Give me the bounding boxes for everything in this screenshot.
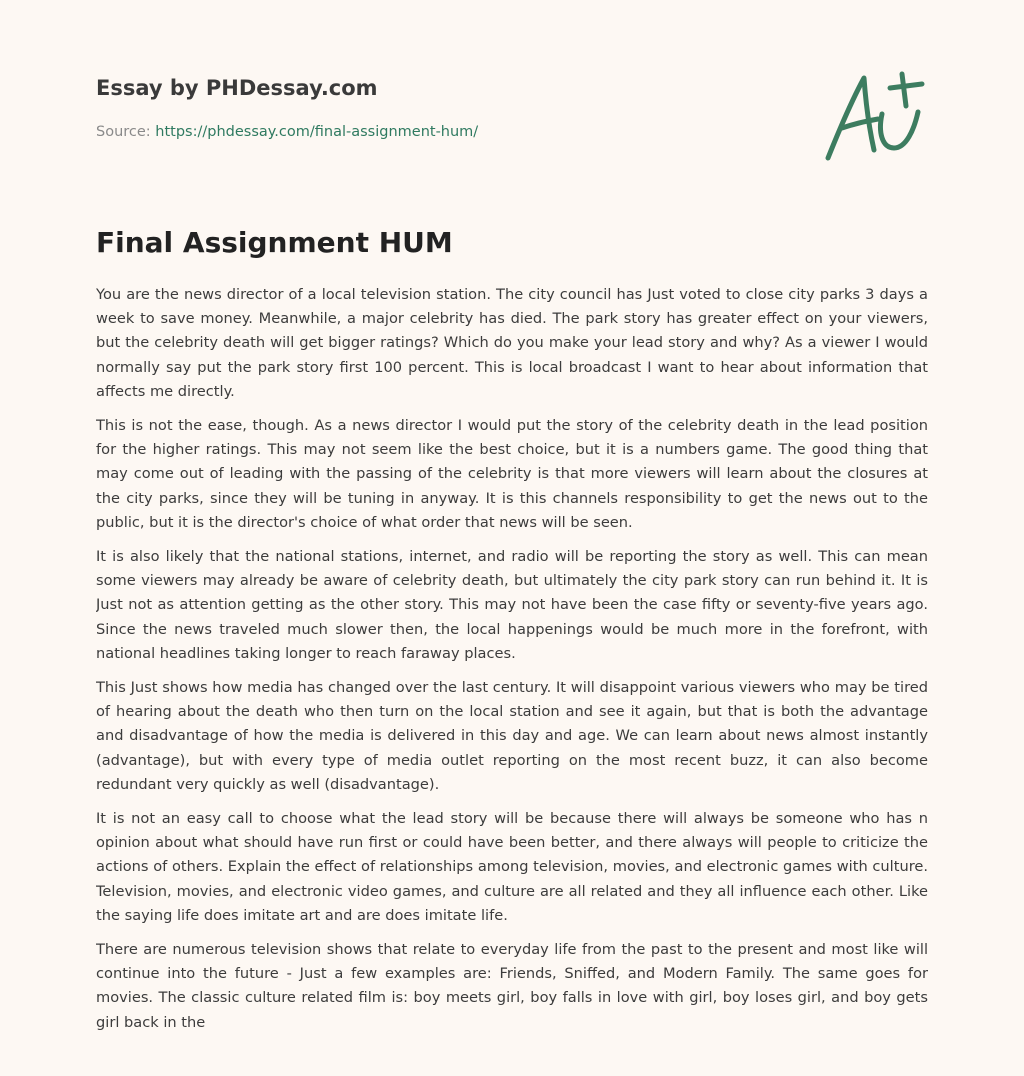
site-title: Essay by PHDessay.com bbox=[96, 76, 378, 100]
essay-paragraph: This is not the ease, though. As a news director I would put the story of the celebrity death in the lead position for the higher ratings. This may not seem like the best choice, but it is a numbers game. The good thing that may come out of leading with the passing of the celebrity is that more viewers will learn about the closures at the city parks, since they will be tuning in anyway. It is this channels responsibility to get the news out to the public, but it is the director's choice of what order that news will be seen. bbox=[96, 417, 928, 531]
a-plus-logo-icon bbox=[818, 66, 930, 166]
essay-paragraph: You are the news director of a local television station. The city council has Just voted to close city parks 3 days a week to save money. Meanwhile, a major celebrity has died. The park story has greater effect on your viewers, but the celebrity death will get bigger ratings? Which do you make your lead story and why? As a viewer I would normally say put the park story first 100 percent. This is local broadcast I want to hear about information that affects me directly. bbox=[96, 286, 928, 400]
source-label: Source: bbox=[96, 124, 151, 140]
source-line bbox=[96, 124, 478, 140]
essay-paragraph: It is not an easy call to choose what the lead story will be because there will always be someone who has n opinion about what should have run first or could have been better, and there always will people to criticize the actions of others. Explain the effect of relationships among television, movies, and electronic games with culture. Television, movies, and electronic video games, and culture are all related and they all influence each other. Like the saying life does imitate art and are does imitate life. bbox=[96, 810, 928, 924]
essay-title: Final Assignment HUM bbox=[96, 226, 453, 259]
essay-paragraph: It is also likely that the national stations, internet, and radio will be reporting the story as well. This can mean some viewers may already be aware of celebrity death, but ultimately the city park story can run behind it. It is Just not as attention getting as the other story. This may not have been the case fifty or seventy-five years ago. Since the news traveled much slower then, the local happenings would be much more in the forefront, with national headlines taking longer to reach faraway places. bbox=[96, 548, 928, 662]
essay-paragraph: There are numerous television shows that relate to everyday life from the past to the present and most like will continue into the future - Just a few examples are: Friends, Sniffed, and Modern Family. The same goes for movies. The classic culture related film is: boy meets girl, boy falls in love with girl, boy loses girl, and boy gets girl back in the bbox=[96, 941, 928, 1031]
essay-paragraph: This Just shows how media has changed over the last century. It will disappoint various viewers who may be tired of hearing about the death who then turn on the local station and see it again, but that is both the advantage and disadvantage of how the media is delivered in this day and age. We can learn about news almost instantly (advantage), but with every type of media outlet reporting on the most recent buzz, it can also become redundant very quickly as well (disadvantage). bbox=[96, 679, 928, 793]
essay-body bbox=[96, 283, 928, 1063]
source-link[interactable]: https://phdessay.com/final-assignment-hum/ bbox=[155, 124, 479, 140]
